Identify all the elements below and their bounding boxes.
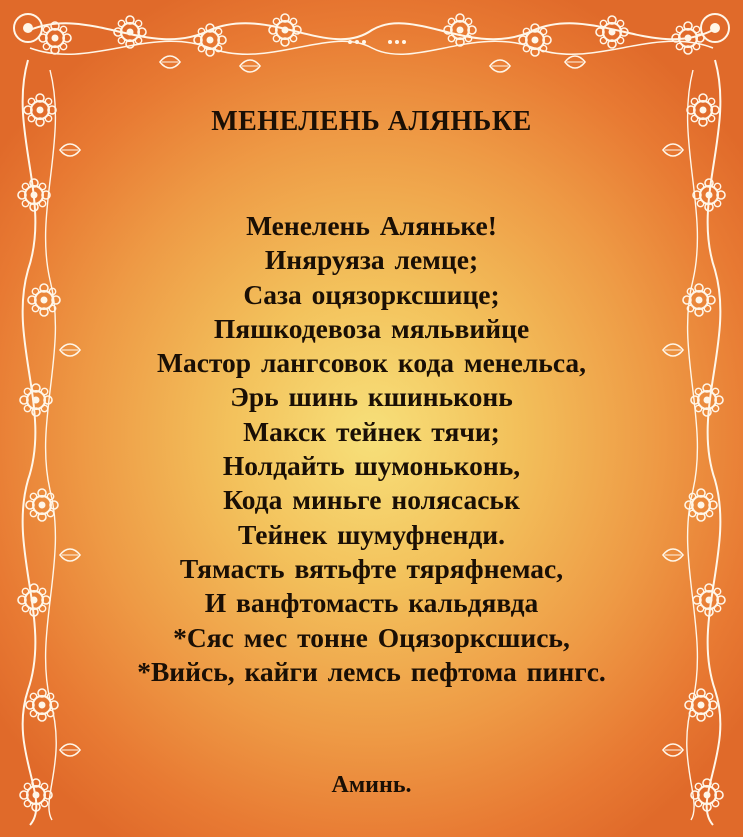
top-border-ornament (30, 14, 713, 72)
poem-line: Мастор лангсовок кода менельса, (157, 347, 586, 379)
poem-line: Нолдайть шумоньконь, (222, 450, 521, 482)
poem-line: Тямасть вятьфте тяряфнемас, (179, 552, 564, 584)
closing-word: Аминь. (331, 772, 412, 798)
poem-line: Эрь шинь кшиньконь (230, 381, 513, 413)
poem-body (0, 209, 743, 689)
poem-line: Пяшкодевоза мяльвийце (213, 312, 530, 344)
poem-line: Менелень Аляньке! (246, 210, 497, 241)
poem-line: И ванфтомасть кальдявда (204, 587, 539, 619)
poem-line: Макск тейнек тячи; (243, 415, 500, 447)
document-title: МЕНЕЛЕНЬ АЛЯНЬКЕ (211, 106, 532, 137)
poem-line: *Вийсь, кайги лемсь пефтома пингс. (137, 655, 606, 687)
poem-line: Саза оцязорксшице; (243, 278, 500, 310)
poem-line: *Сяс мес тонне Оцязорксшись, (173, 621, 570, 653)
poem-line: Кода миньге нолясаськ (223, 484, 520, 516)
poem-line: Иняруяза лемце; (264, 244, 479, 276)
poem-line: Тейнек шумуфненди. (237, 518, 506, 550)
